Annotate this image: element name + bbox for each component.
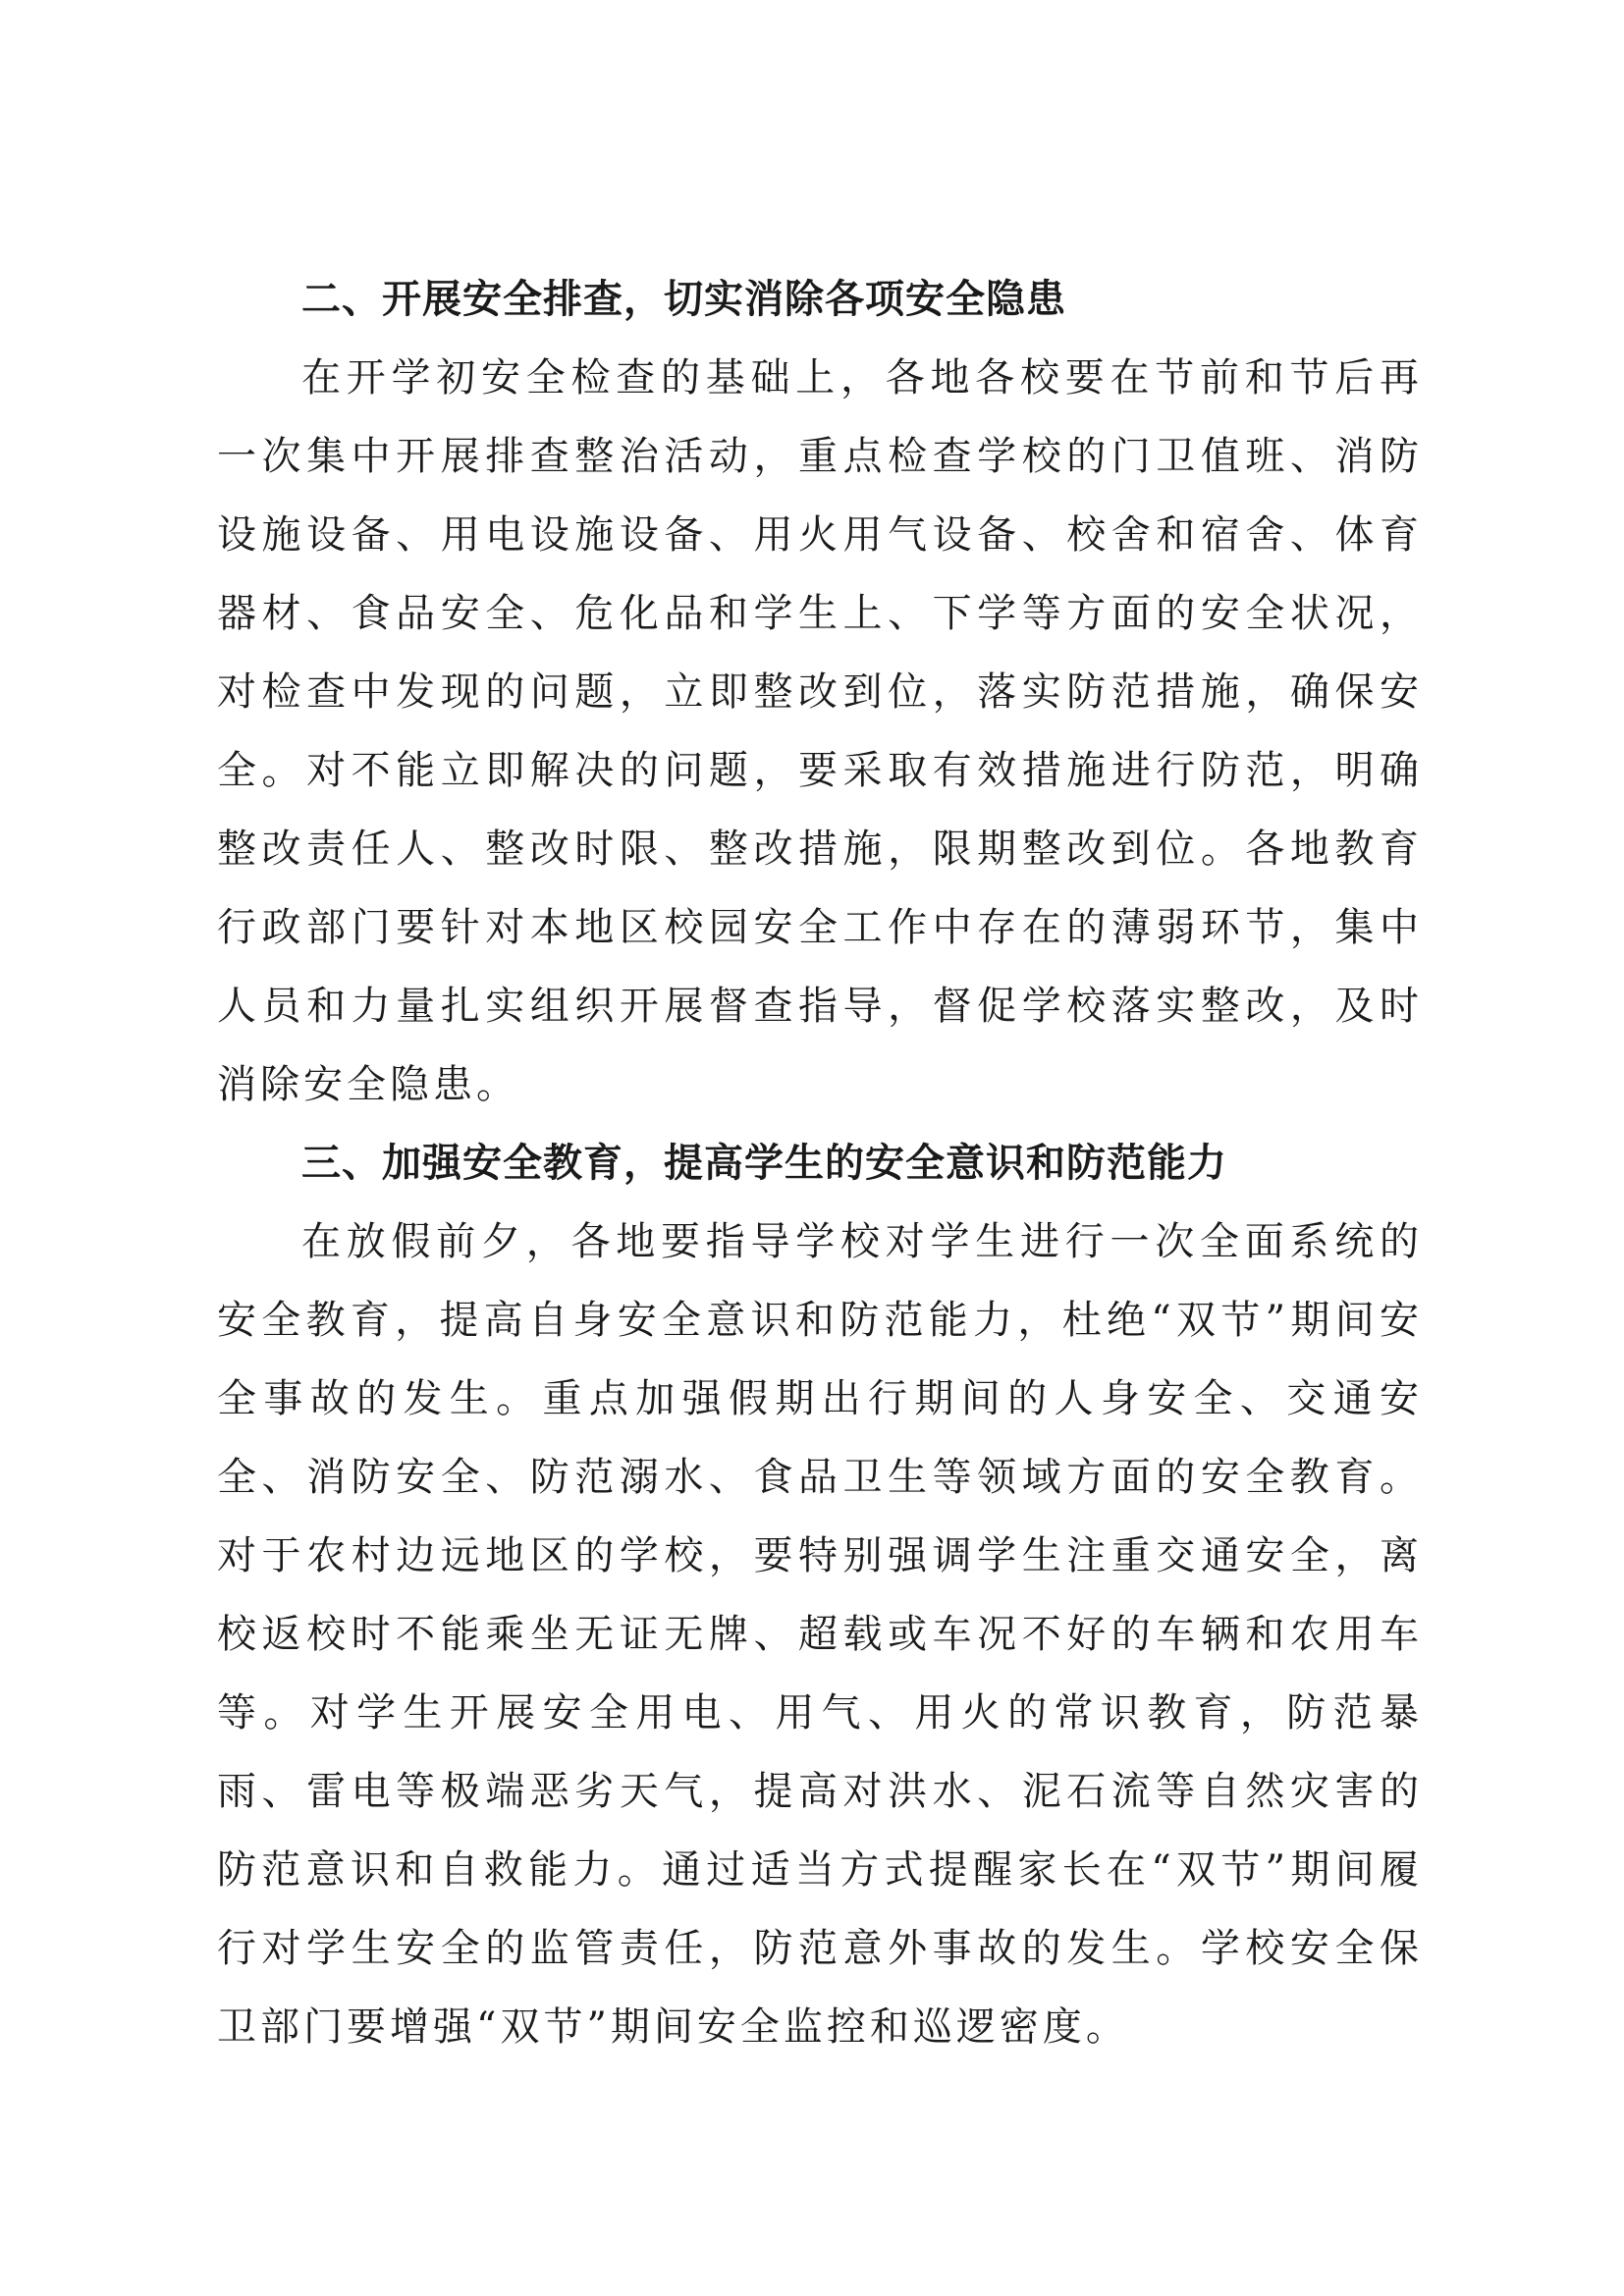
section-2-paragraph: 在开学初安全检查的基础上，各地各校要在节前和节后再一次集中开展排查整治活动，重点检查学校的门卫值班、消防设施设备、用电设施设备、用火用气设备、校舍和宿舍、体育器材、食品安全、危化品和学生上、下学等方面的安全状况，对检查中发现的问题，立即整改到位，落实防范措施，确保安全。对不能立即解决的问题，要采取有效措施进行防范，明确整改责任人、整改时限、整改措施，限期整改到位。各地教育行政部门要针对本地区校园安全工作中存在的薄弱环节，集中人员和力量扎实组织开展督查指导，督促学校落实整改，及时消除安全隐患。 <box>217 355 1423 1107</box>
section-3-heading: 三、加强安全教育，提高学生的安全意识和防范能力 <box>301 1141 1227 1186</box>
document-page <box>217 260 1423 2066</box>
section-2-heading: 二、开展安全排查，切实消除各项安全隐患 <box>301 277 1066 322</box>
section-3-paragraph: 在放假前夕，各地要指导学校对学生进行一次全面系统的安全教育，提高自身安全意识和防范能力，杜绝“双节”期间安全事故的发生。重点加强假期出行期间的人身安全、交通安全、消防安全、防范溺水、食品卫生等领域方面的安全教育。对于农村边远地区的学校，要特别强调学生注重交通安全，离校返校时不能乘坐无证无牌、超载或车况不好的车辆和农用车等。对学生开展安全用电、用气、用火的常识教育，防范暴雨、雷电等极端恶劣天气，提高对洪水、泥石流等自然灾害的防范意识和自救能力。通过适当方式提醒家长在“双节”期间履行对学生安全的监管责任，防范意外事故的发生。学校安全保卫部门要增强“双节”期间安全监控和巡逻密度。 <box>217 1219 1423 2050</box>
